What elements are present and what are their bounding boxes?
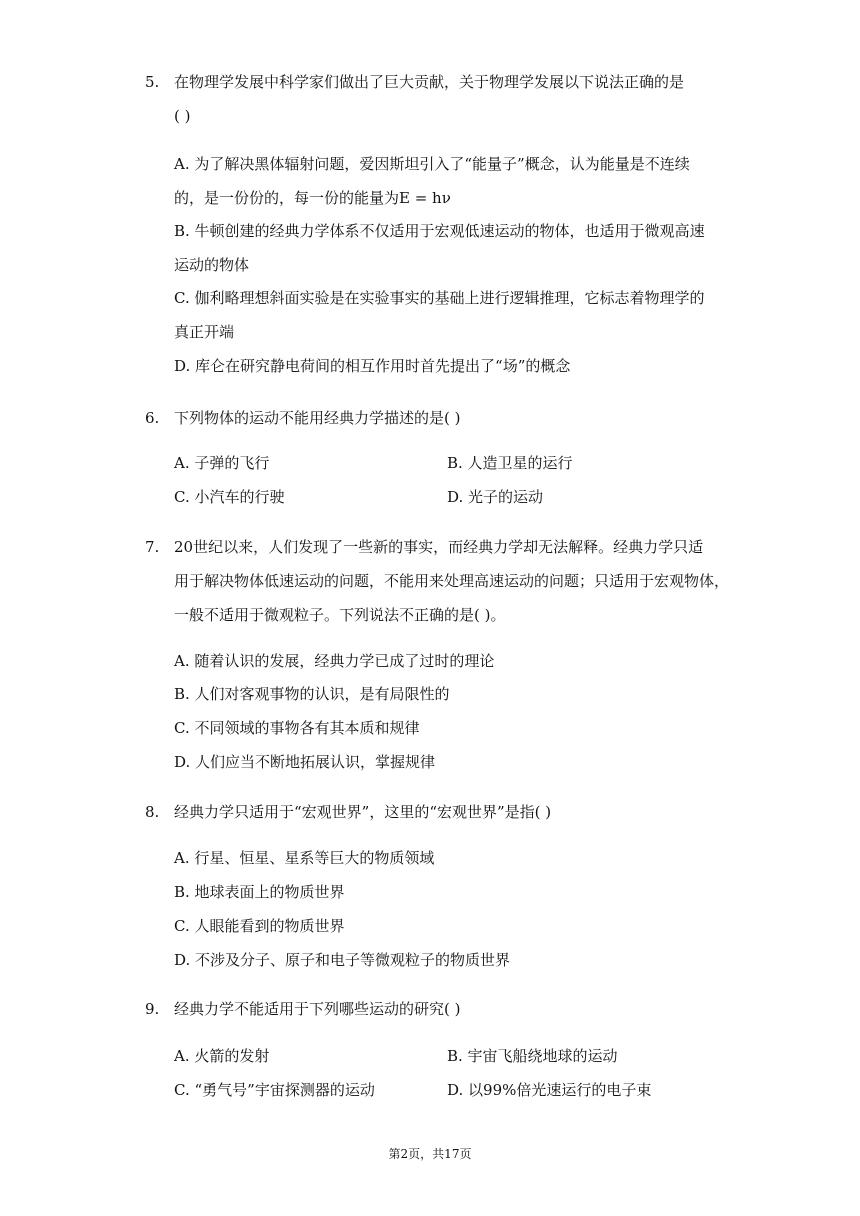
option-line: A. 行星、恒星、星系等巨大的物质领域 (174, 849, 435, 867)
question-number: 5. (145, 73, 160, 91)
stem-line: 20世纪以来，人们发现了一些新的事实，而经典力学却无法解释。经典力学只适 (174, 538, 704, 556)
stem-line: ( ) (174, 107, 191, 125)
option-c (174, 480, 444, 514)
option-a (174, 446, 444, 480)
stem-line: 在物理学发展中科学家们做出了巨大贡献，关于物理学发展以下说法正确的是 (174, 73, 685, 91)
question-stem (174, 65, 719, 133)
option-line: A. 随着认识的发展，经典力学已成了过时的理论 (174, 652, 495, 670)
question-number: 7. (145, 538, 160, 556)
option-line: C. 人眼能看到的物质世界 (174, 917, 345, 935)
stem-line: 经典力学不能适用于下列哪些运动的研究( ) (174, 1000, 461, 1018)
option-line: A. 子弹的飞行 (174, 454, 270, 472)
option-line: B. 人们对客观事物的认识，是有局限性的 (174, 685, 450, 703)
option-line: B. 地球表面上的物质世界 (174, 883, 345, 901)
option-b (447, 1039, 727, 1073)
option-line: D. 不涉及分子、原子和电子等微观粒子的物质世界 (174, 951, 511, 969)
option-d (174, 349, 719, 383)
option-line: 真正开端 (174, 323, 235, 341)
option-line: A. 火箭的发射 (174, 1047, 270, 1065)
option-line: 运动的物体 (174, 256, 250, 274)
option-line: 的，是一份份的，每一份的能量为E = hν (174, 189, 451, 207)
option-d (447, 480, 727, 514)
question-stem (174, 401, 719, 435)
option-line: C. 伽利略理想斜面实验是在实验事实的基础上进行逻辑推理，它标志着物理学的 (174, 289, 705, 307)
stem-line: 一般不适用于微观粒子。下列说法不正确的是( )。 (174, 606, 506, 624)
question-stem (174, 530, 730, 632)
option-b (174, 214, 719, 282)
option-line: D. 以99%倍光速运行的电子束 (447, 1081, 652, 1099)
option-b (447, 446, 727, 480)
question-number: 6. (145, 409, 160, 427)
option-line: C. 不同领域的事物各有其本质和规律 (174, 719, 420, 737)
option-d (174, 943, 719, 977)
option-line: D. 人们应当不断地拓展认识，掌握规律 (174, 753, 436, 771)
option-c (174, 281, 719, 349)
page-footer: 第2页，共17页 (388, 1147, 472, 1161)
option-b (174, 875, 719, 909)
option-line: D. 光子的运动 (447, 488, 544, 506)
option-b (174, 677, 719, 711)
question-stem (174, 795, 719, 829)
stem-line: 下列物体的运动不能用经典力学描述的是( ) (174, 409, 461, 427)
option-c (174, 909, 719, 943)
option-line: B. 人造卫星的运行 (447, 454, 573, 472)
option-line: C. “勇气号”宇宙探测器的运动 (174, 1081, 375, 1099)
option-line: D. 库仑在研究静电荷间的相互作用时首先提出了“场”的概念 (174, 357, 571, 375)
question-number: 9. (145, 1000, 160, 1018)
option-line: B. 宇宙飞船绕地球的运动 (447, 1047, 618, 1065)
question-stem (174, 992, 719, 1026)
option-c (174, 711, 719, 745)
option-line: A. 为了解决黑体辐射问题，爱因斯坦引入了“能量子”概念，认为能量是不连续 (174, 155, 690, 173)
option-a (174, 147, 719, 215)
stem-line: 用于解决物体低速运动的问题，不能用来处理高速运动的问题；只适用于宏观物体， (174, 572, 730, 590)
question-number: 8. (145, 803, 160, 821)
option-a (174, 644, 719, 678)
option-d (447, 1073, 727, 1107)
option-line: C. 小汽车的行驶 (174, 488, 285, 506)
option-a (174, 841, 719, 875)
option-line: B. 牛顿创建的经典力学体系不仅适用于宏观低速运动的物体，也适用于微观高速 (174, 222, 705, 240)
stem-line: 经典力学只适用于“宏观世界”，这里的“宏观世界”是指( ) (174, 803, 552, 821)
option-a (174, 1039, 444, 1073)
option-d (174, 745, 719, 779)
option-c (174, 1073, 444, 1107)
